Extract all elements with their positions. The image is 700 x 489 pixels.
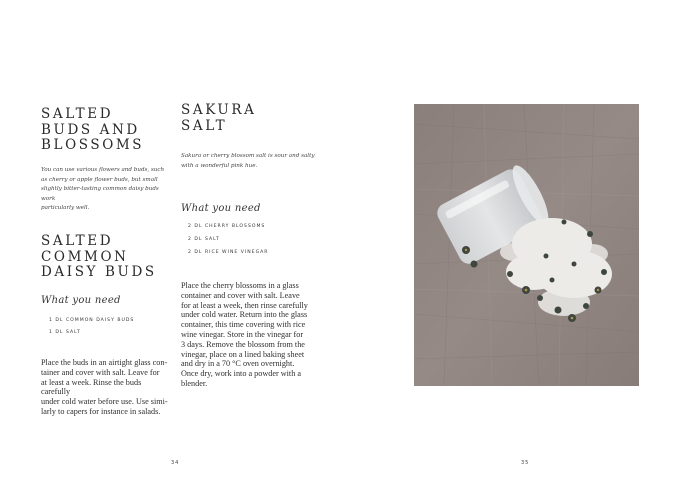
sakura-ingredient: 2 DL CHERRY BLOSSOMS	[188, 224, 266, 229]
salted-buds-title: SALTED BUDS AND BLOSSOMS	[41, 106, 145, 153]
sakura-method: Place the cherry blossoms in a glass container and cover with salt. Leave for at least a week, then rinse carefully under cold water. Return into the glass container, this time covering with rice wine vinegar. Store in the vinegar for 3 days. Remove the blossom from the vinegar, place on a lined baking sheet and dry in a 70 °C oven overnight. Once dry, work into a powder with a blender.	[181, 281, 308, 388]
daisy-method: Place the buds in an airtight glass con- tainer and cover with salt. Leave for at least a week. Rinse the buds carefully under cold water before use. Use simi- larly to capers for instance in salads.	[41, 358, 168, 416]
sakura-ingredient: 2 DL SALT	[188, 237, 220, 242]
daisy-ingredient-list	[49, 317, 159, 336]
daisy-ingredient: 1 DL SALT	[49, 330, 81, 335]
daisy-ingredient: 1 DL COMMON DAISY BUDS	[49, 318, 135, 323]
sakura-what-you-need: What you need	[181, 203, 261, 214]
daisy-what-you-need: What you need	[41, 295, 121, 306]
salt-jar-photo	[414, 104, 639, 386]
page-number-right: 35	[521, 460, 530, 466]
sakura-ingredient-list	[188, 223, 308, 256]
sakura-intro: Sakura or cherry blossom salt is sour and salty with a wonderful pink hue.	[181, 153, 315, 169]
daisy-buds-title: SALTED COMMON DAISY BUDS	[41, 233, 157, 280]
page-number-left: 34	[171, 460, 180, 466]
sakura-ingredient: 2 DL RICE WINE VINEGAR	[188, 250, 269, 255]
salted-buds-intro: You can use various flowers and buds, such as cherry or apple flower buds, but small slightly bitter-tasting common daisy buds work particularly well.	[41, 167, 165, 212]
sakura-salt-title: SAKURA SALT	[181, 102, 257, 134]
